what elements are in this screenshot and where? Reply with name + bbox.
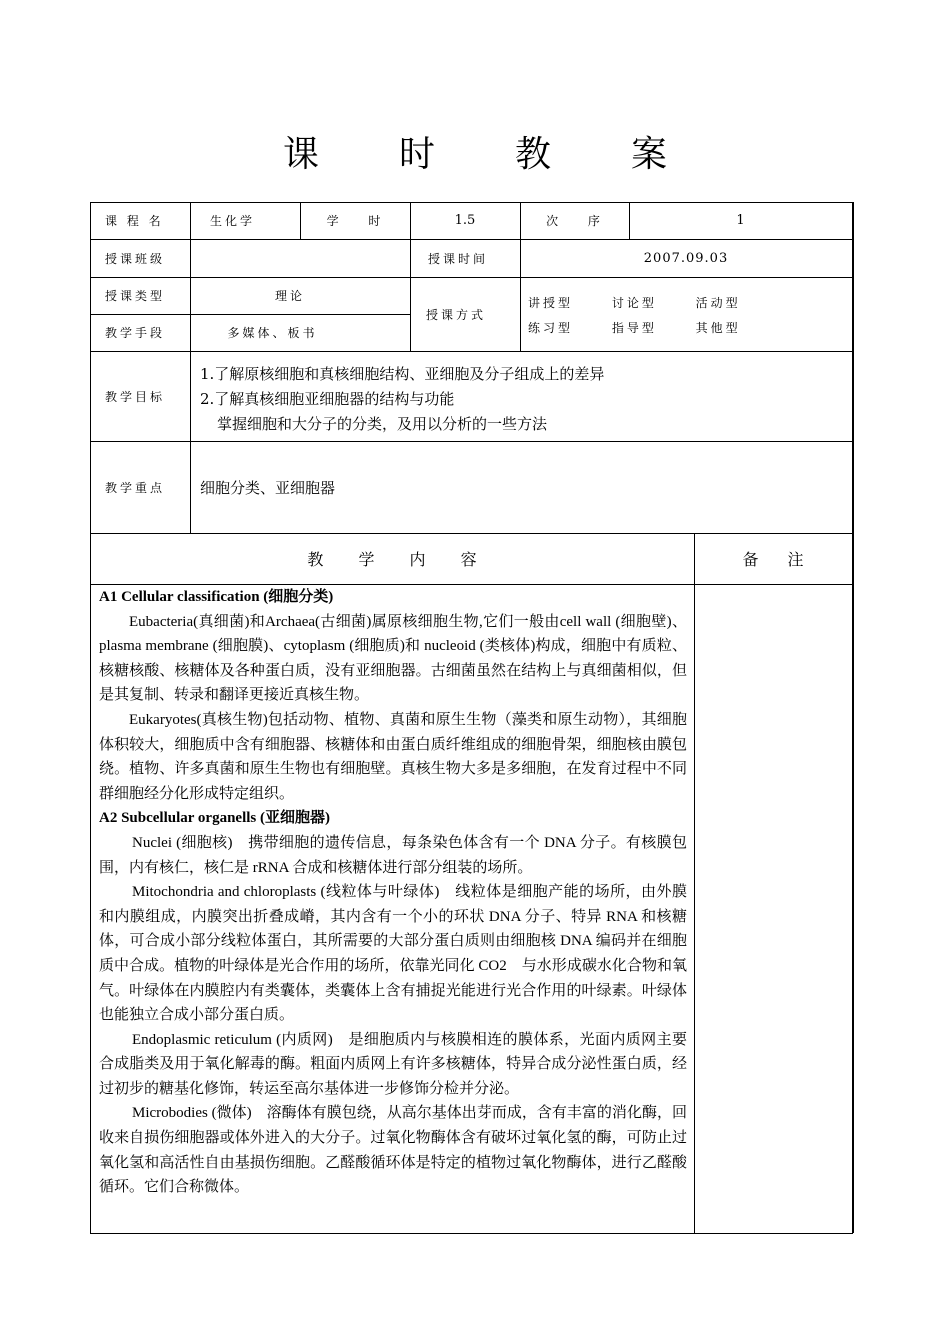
- paragraph: Eukaryotes(真核生物)包括动物、植物、真菌和原生生物（藻类和原生动物），其细胞体积较大，细胞质中含有细胞器、核糖体和由蛋白质纤维组成的细胞骨架，细胞核由膜包绕。植物、许多真菌和原生生物也有细胞壁。真核生物大多是多细胞，在发育过程中不同群细胞经分化形成特定组织。: [99, 711, 687, 802]
- lesson-content: [99, 585, 687, 1200]
- paragraph: Eubacteria(真细菌)和Archaea(古细菌)属原核细胞生物,它们一般由cell wall (细胞壁)、plasma membrane (细胞膜)、cytoplasm (细胞质)和 nucleoid (类核体)构成，细胞中有质粒、核糖核酸、核糖体及各种蛋白质，没有亚细胞器。古细菌虽然在结构上与真细菌相似，但是其复制、转录和翻译更接近真核生物。: [99, 613, 687, 704]
- type-value: 理论: [274, 289, 305, 303]
- keypoints-value: 细胞分类、亚细胞器: [200, 478, 336, 497]
- method-options-line2: 练习型 指导型 其他型: [528, 320, 741, 335]
- content-header: 教 学 内 容: [307, 550, 477, 569]
- paragraph: Mitochondria and chloroplasts (线粒体与叶绿体) 线粒体是细胞产能的场所，由外膜和内膜组成，内膜突出折叠成嵴，其内含有一个小的环状 DNA 分子、特异 RNA 和核糖体，可合成小部分线粒体蛋白，其所需要的大部分蛋白质则由细胞核 DNA 编码并在细胞质中合成。植物的叶绿体是光合作用的场所，依靠光同化 CO2 与水形成碳水化合物和氧气。叶绿体在内膜腔内有类囊体，类囊体上含有捕捉光能进行光合作用的叶绿素。叶绿体也能独立合成小部分蛋白质。: [99, 884, 687, 1024]
- keypoints-label: 教学重点: [105, 480, 166, 495]
- objective-item: 掌握细胞和大分子的分类，及用以分析的一些方法: [217, 415, 548, 433]
- notes-header: 备 注: [742, 550, 804, 569]
- section-a2-heading: A2 Subcellular organells (亚细胞器): [99, 810, 330, 827]
- aids-label: 教学手段: [105, 326, 166, 340]
- aids-value: 多媒体、板书: [227, 326, 318, 340]
- paragraph: Nuclei (细胞核) 携带细胞的遗传信息，每条染色体含有一个 DNA 分子。有核膜包围，内有核仁，核仁是 rRNA 合成和核糖体进行部分组装的场所。: [99, 834, 687, 876]
- section-a1-heading: A1 Cellular classification (细胞分类): [99, 589, 334, 605]
- course-name-label: 课 程 名: [105, 214, 164, 228]
- order-value: 1: [736, 213, 745, 228]
- type-label: 授课类型: [105, 289, 166, 303]
- class-value: [190, 239, 410, 277]
- order-label: 次 序: [546, 214, 603, 228]
- class-label: 授课班级: [105, 251, 166, 266]
- method-options-line1: 讲授型 讨论型 活动型: [528, 295, 741, 310]
- paragraph: Endoplasmic reticulum (内质网) 是细胞质内与核膜相连的膜体系，光面内质网主要合成脂类及用于氧化解毒的酶。粗面内质网上有许多核糖体，特异合成分泌性蛋白质，经过初步的糖基化修饰，转运至高尔基体进一步修饰分检并分泌。: [99, 1031, 687, 1097]
- date-value: 2007.09.03: [643, 250, 729, 266]
- objectives-list: [200, 362, 840, 437]
- hours-value: 1.5: [454, 213, 476, 228]
- objective-item: 2.了解真核细胞亚细胞器的结构与功能: [200, 390, 455, 408]
- objective-item: 1.了解原核细胞和真核细胞结构、亚细胞及分子组成上的差异: [200, 365, 605, 383]
- paragraph: Microbodies (微体) 溶酶体有膜包绕，从高尔基体出芽而成，含有丰富的消化酶，回收来自损伤细胞器或体外进入的大分子。过氧化物酶体含有破坏过氧化氢的酶，可防止过氧化氢和高活性自由基损伤细胞。乙醛酸循环体是特定的植物过氧化物酶体，进行乙醛酸循环。它们合称微体。: [99, 1105, 687, 1196]
- course-name-value: 生化学: [209, 214, 255, 228]
- hours-label: 学 时: [326, 214, 384, 228]
- date-label: 授课时间: [428, 251, 489, 266]
- page-title: 课 时 教 案: [282, 134, 668, 175]
- method-label: 授课方式: [426, 307, 487, 322]
- objectives-label: 教学目标: [105, 389, 166, 404]
